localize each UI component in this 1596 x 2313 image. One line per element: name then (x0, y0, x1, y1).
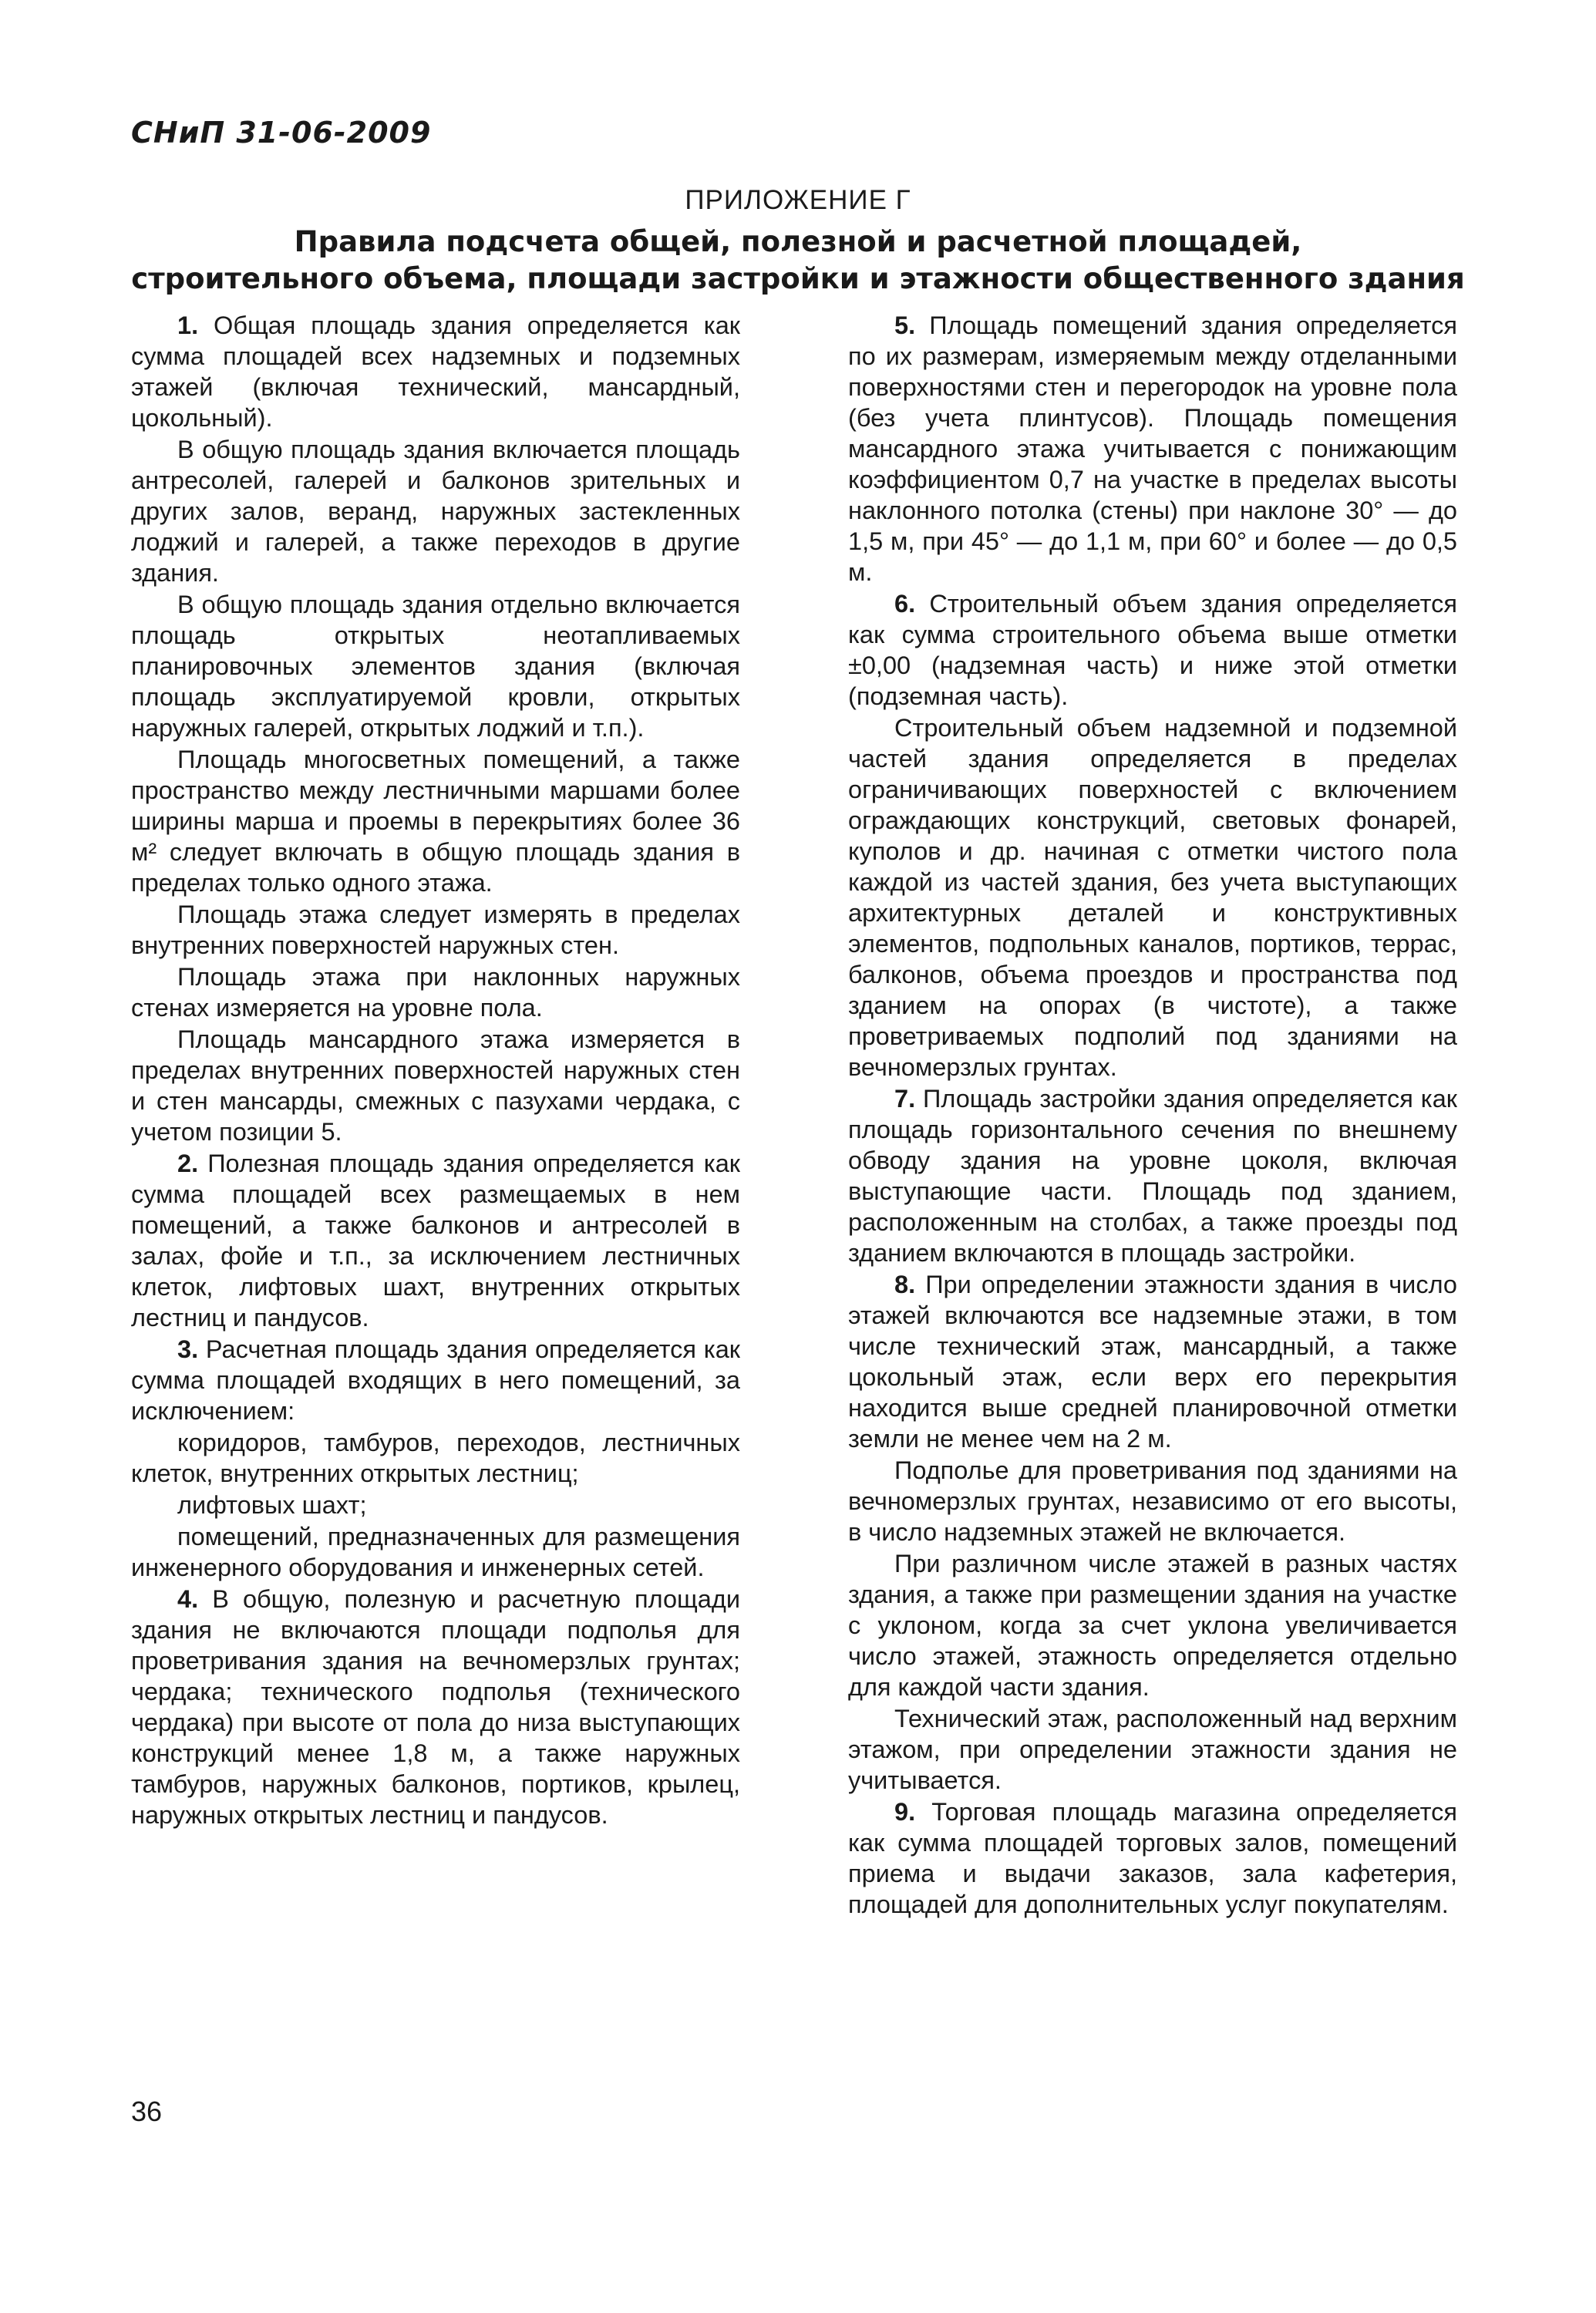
paragraph-text: помещений, предназначенных для размещения инженерного оборудования и инженерных сетей. (131, 1523, 740, 1581)
paragraph-text: Расчетная площадь здания определяется как сумма площадей входящих в него помещений, за исключением: (131, 1335, 740, 1425)
paragraph (848, 588, 1457, 712)
document-code: СНиП 31-06-2009 (131, 116, 432, 150)
paragraph-text: В общую площадь здания включается площадь антресолей, галерей и балконов зрительных и других залов, веранд, наружных застекленных лоджий и галерей, а также переходов в другие здания. (131, 436, 740, 587)
right-column (848, 310, 1457, 1921)
left-column (131, 310, 740, 1831)
paragraph (131, 1427, 740, 1489)
paragraph-text: Площадь этажа следует измерять в пределах внутренних поверхностей наружных стен. (131, 901, 740, 959)
paragraph-number: 5. (894, 311, 916, 339)
paragraph (131, 434, 740, 588)
paragraph (848, 1083, 1457, 1268)
paragraph (131, 1148, 740, 1333)
paragraph-text: В общую, полезную и расчетную площади здания не включаются площади подполья для проветривания здания на вечномерзлых грунтах; чердака; технического подполья (технического чердака) при высоте от пола до низа выступающих конструкций менее 1,8 м, а также наружных тамбуров, наружных балконов, портиков, крылец, наружных открытых лестниц и пандусов. (131, 1585, 740, 1829)
paragraph (848, 310, 1457, 588)
page-number: 36 (131, 2096, 163, 2127)
paragraph-text: Торговая площадь магазина определяется как сумма площадей торговых залов, помещений приема и выдачи заказов, зала кафетерия, площадей для дополнительных услуг покупателям. (848, 1798, 1457, 1918)
paragraph (848, 1548, 1457, 1702)
paragraph (131, 589, 740, 743)
paragraph (131, 961, 740, 1023)
paragraph-number: 2. (177, 1150, 199, 1177)
paragraph (131, 744, 740, 898)
paragraph-text: Технический этаж, расположенный над верхним этажом, при определении этажности здания не учитывается. (848, 1705, 1457, 1794)
title-line-2: строительного объема, площади застройки и этажности общественного здания (131, 262, 1465, 295)
paragraph (848, 1796, 1457, 1920)
paragraph-text: В общую площадь здания отдельно включается площадь открытых неотапливаемых планировочных элементов здания (включая площадь эксплуатируемой кровли, открытых наружных галерей, открытых лоджий и т.п.). (131, 591, 740, 742)
section-title (123, 224, 1473, 298)
paragraph-text: Строительный объем надземной и подземной частей здания определяется в пределах ограничивающих поверхностей с включением ограждающих конструкций, световых фонарей, куполов и др. начиная с отметки чистого пола каждой из частей здания, без учета выступающих архитектурных деталей и конструктивных элементов, подпольных каналов, портиков, террас, балконов, объема проездов и пространства под зданием на опорах (в чистоте), а также проветриваемых подполий под зданиями на вечномерзлых грунтах. (848, 714, 1457, 1081)
paragraph (131, 310, 740, 433)
paragraph-number: 4. (177, 1585, 199, 1613)
paragraph-number: 7. (894, 1085, 916, 1113)
paragraph (848, 1703, 1457, 1796)
paragraph (131, 1334, 740, 1426)
paragraph (848, 1455, 1457, 1547)
paragraph-number: 3. (177, 1335, 199, 1363)
paragraph-text: При различном числе этажей в разных частях здания, а также при размещении здания на участке с уклоном, когда за счет уклона увеличивается число этажей, этажность определяется отдельно для каждой части здания. (848, 1550, 1457, 1701)
paragraph-text: Площадь этажа при наклонных наружных стенах измеряется на уровне пола. (131, 963, 740, 1022)
paragraph (131, 1584, 740, 1830)
paragraph-number: 6. (894, 590, 916, 618)
paragraph (131, 1490, 740, 1520)
paragraph-text: Полезная площадь здания определяется как сумма площадей всех размещаемых в нем помещений, а также балконов и антресолей в залах, фойе и т.п., за исключением лестничных клеток, лифтовых шахт, внутренних открытых лестниц и пандусов. (131, 1150, 740, 1332)
paragraph (848, 712, 1457, 1082)
paragraph-text: Площадь мансардного этажа измеряется в пределах внутренних поверхностей наружных стен и стен мансарды, смежных с пазухами чердака, с учетом позиции 5. (131, 1025, 740, 1146)
paragraph-number: 8. (894, 1271, 916, 1298)
paragraph-text: При определении этажности здания в число этажей включаются все надземные этажи, в том числе технический этаж, мансардный, а также цокольный этаж, если верх его перекрытия находится выше средней планировочной отметки земли не менее чем на 2 м. (848, 1271, 1457, 1453)
paragraph-text: коридоров, тамбуров, переходов, лестничных клеток, внутренних открытых лестниц; (131, 1429, 740, 1487)
paragraph-text: Строительный объем здания определяется как сумма строительного объема выше отметки ±0,00 (надземная часть) и ниже этой отметки (подземная часть). (848, 590, 1457, 710)
paragraph (848, 1269, 1457, 1454)
paragraph (131, 1521, 740, 1583)
paragraph-text: Общая площадь здания определяется как сумма площадей всех надземных и подземных этажей (включая технический, мансардный, цокольный). (131, 311, 740, 432)
paragraph-text: Площадь помещений здания определяется по их размерам, измеряемым между отделанными поверхностями стен и перегородок на уровне пола (без учета плинтусов). Площадь помещения мансардного этажа учитывается с понижающим коэффициентом 0,7 на участке в пределах высоты наклонного потолка (стены) при наклоне 30° — до 1,5 м, при 45° — до 1,1 м, при 60° и более — до 0,5 м. (848, 311, 1457, 586)
paragraph-text: лифтовых шахт; (177, 1491, 367, 1519)
appendix-label: ПРИЛОЖЕНИЕ Г (685, 185, 911, 215)
paragraph-text: Площадь застройки здания определяется как площадь горизонтального сечения по внешнему обводу здания на уровне цоколя, включая выступающие части. Площадь под зданием, расположенным на столбах, а также проезды под зданием включаются в площадь застройки. (848, 1085, 1457, 1267)
title-line-1: Правила подсчета общей, полезной и расчетной площадей, (294, 225, 1302, 258)
paragraph-text: Площадь многосветных помещений, а также пространство между лестничными маршами более ширины марша и проемы в перекрытиях более 36 м² следует включать в общую площадь здания в пределах только одного этажа. (131, 746, 740, 897)
paragraph-number: 1. (177, 311, 199, 339)
paragraph-text: Подполье для проветривания под зданиями на вечномерзлых грунтах, независимо от его высоты, в число надземных этажей не включается. (848, 1456, 1457, 1546)
paragraph (131, 899, 740, 961)
paragraph-number: 9. (894, 1798, 916, 1826)
paragraph (131, 1024, 740, 1147)
